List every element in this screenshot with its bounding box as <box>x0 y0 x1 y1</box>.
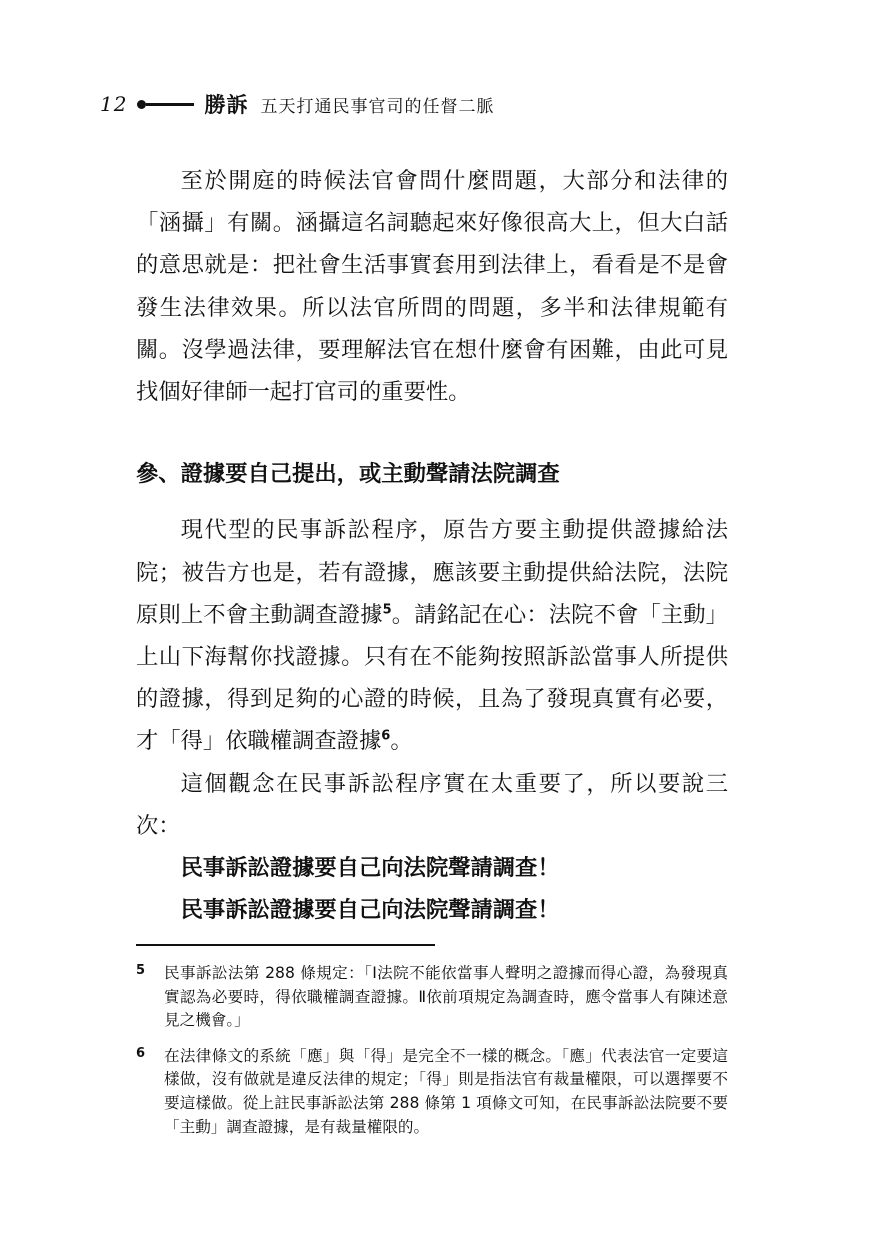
book-subtitle: 五天打通民事官司的任督二脈 <box>260 96 495 117</box>
paragraph-1: 至於開庭的時候法官會問什麼問題，大部分和法律的「涵攝」有關。涵攝這名詞聽起來好像很高大上，但大白話的意思就是：把社會生活事實套用到法律上，看看是不是會發生法律效果。所以法官所問的問題，多半和法律規範有關。沒學過法律，要理解法官在想什麼會有困難，由此可見找個好律師一起打官司的重要性。 <box>136 168 728 406</box>
header-rule-decoration <box>137 100 194 109</box>
page-number: 12 <box>100 92 128 116</box>
paragraph-2-text-b: 。請銘記在心：法院不會「主動」上山下海幫你找證據。只有在不能夠按照訴訟當事人所提供的證據，得到足夠的心證的時候，且為了發現真實有必要，才「得」依職權調查證據 <box>136 601 728 755</box>
paragraph-2-text-c: 。 <box>390 728 413 755</box>
emphasis-line-1: 民事訴訟證據要自己向法院聲請調查！ <box>180 855 560 882</box>
footnote-text: 民事訴訟法第 288 條規定：「Ⅰ法院不能依當事人聲明之證據而得心證，為發現真實認為必要時，得依職權調查證據。Ⅱ依前項規定為調查時，應令當事人有陳述意見之機會。」 <box>164 964 728 1030</box>
body-text <box>136 160 728 931</box>
running-header <box>100 87 494 121</box>
footnotes <box>136 962 728 1151</box>
footnote-ref-5[interactable]: 5 <box>382 602 392 618</box>
paragraph-2-text-a: 現代型的民事訴訟程序，原告方要主動提供證據給法院；被告方也是，若有證據，應該要主動提供給法院，法院原則上不會主動調查證據 <box>136 517 728 628</box>
section-heading: 參、證據要自己提出，或主動聲請法院調查 <box>136 461 560 488</box>
footnote-mark: 6 <box>136 1045 146 1061</box>
footnote-text: 在法律條文的系統「應」與「得」是完全不一樣的概念。「應」代表法官一定要這樣做，沒有做就是違反法律的規定；「得」則是指法官有裁量權限，可以選擇要不要這樣做。從上註民事訴訟法第 288 條第 1 項條文可知，在民事訴訟法院要不要「主動」調查證據，是有裁量權限的。 <box>164 1046 728 1136</box>
footnote-divider <box>136 944 435 946</box>
book-title: 勝訴 <box>204 93 249 117</box>
footnote-mark: 5 <box>136 963 146 978</box>
footnote-5 <box>136 962 728 1033</box>
emphasis-line-2: 民事訴訟證據要自己向法院聲請調查！ <box>180 897 560 924</box>
paragraph-3: 這個觀念在民事訴訟程序實在太重要了，所以要說三次： <box>136 770 728 839</box>
footnote-ref-6[interactable]: 6 <box>381 729 391 745</box>
paragraph-2 <box>136 509 728 762</box>
footnote-6 <box>136 1045 728 1139</box>
